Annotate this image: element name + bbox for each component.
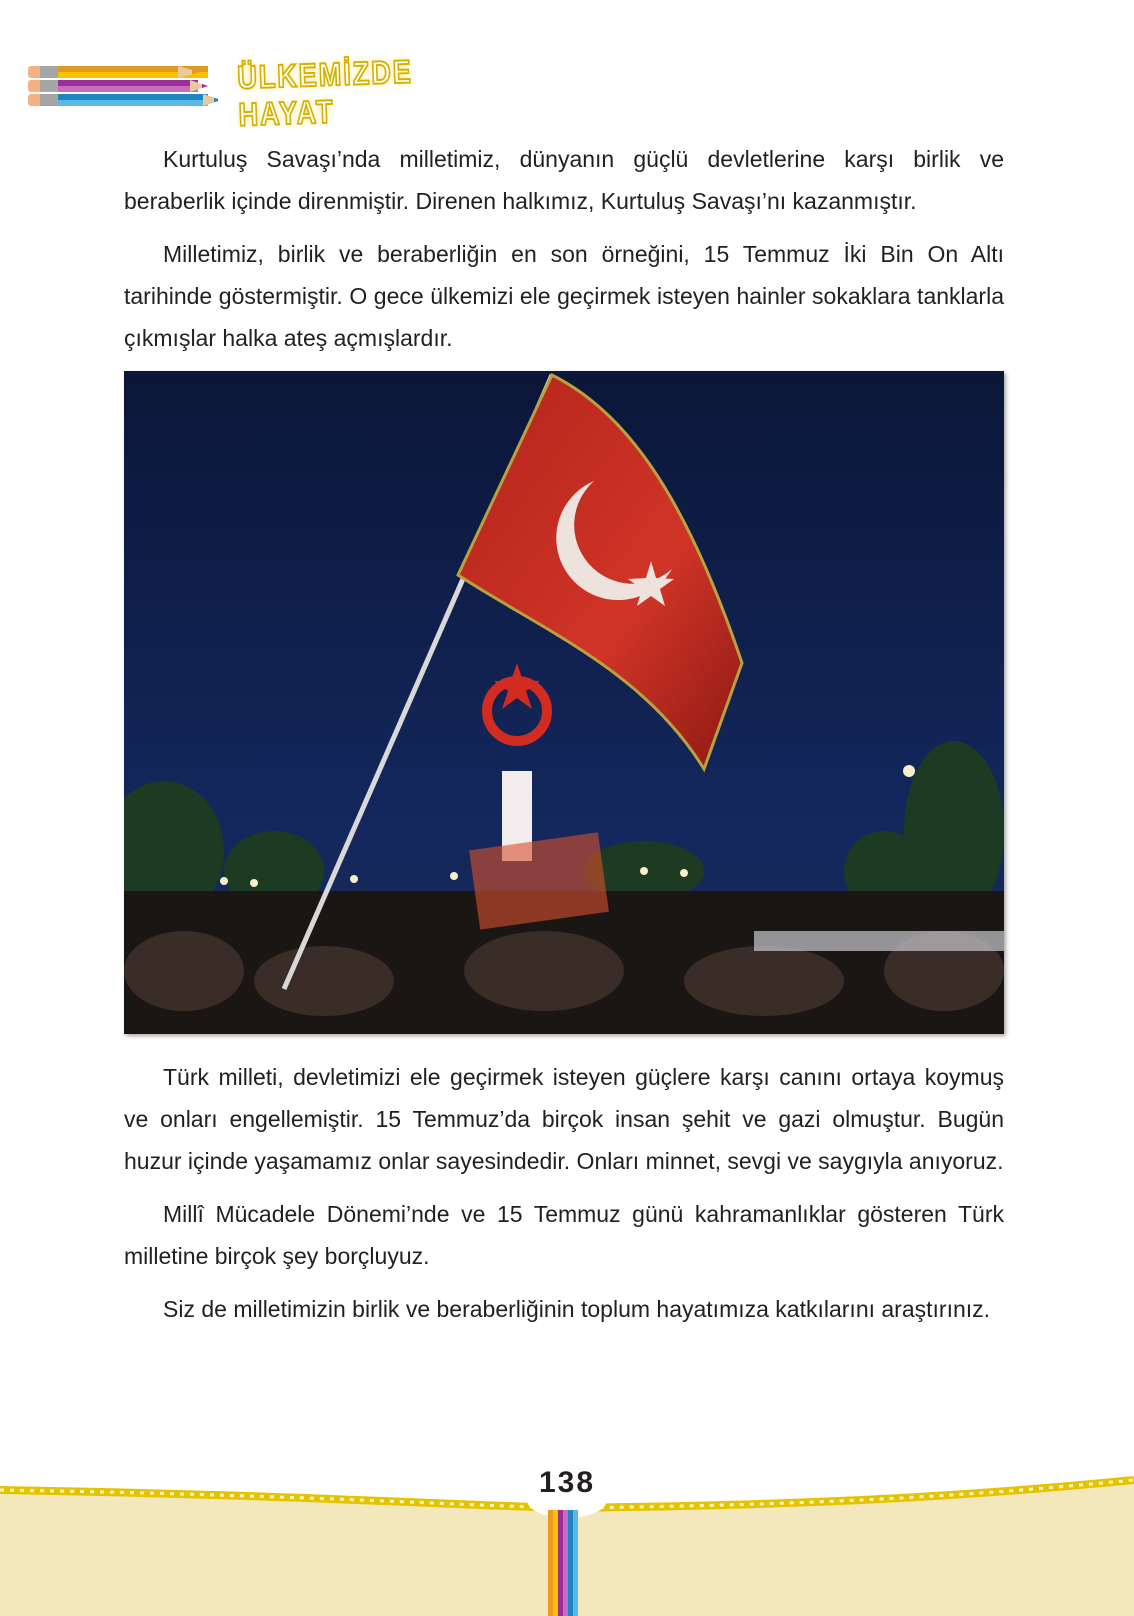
pencils-icon bbox=[28, 66, 218, 110]
july-15-photo bbox=[124, 371, 1004, 1034]
paragraph: Siz de milletimizin birlik ve beraberliğinin toplum hayatımıza katkılarını araştırınız. bbox=[163, 1296, 991, 1322]
body-text bbox=[124, 1056, 1004, 1330]
intro-text bbox=[124, 138, 1004, 359]
paragraph: Milletimiz, birlik ve beraberliğin en son örneğini, 15 Temmuz İki Bin On Altı tarihinde göstermiştir. O gece ülkemizi ele geçirmek isteyen hainler sokaklara tanklarla çıkmışlar halka ateş açmışlardır. bbox=[124, 241, 1004, 351]
paragraph: Kurtuluş Savaşı’nda milletimiz, dünyanın güçlü devletlerine karşı birlik ve beraberlik içinde direnmiştir. Direnen halkımız, Kurtuluş Savaşı’nı kazanmıştır. bbox=[124, 146, 1004, 214]
unit-header bbox=[28, 53, 488, 133]
unit-title: ÜLKEMİZDE HAYAT bbox=[236, 53, 414, 133]
page-number: 138 bbox=[538, 1466, 596, 1499]
page-content bbox=[124, 138, 1004, 1341]
paragraph: Türk milleti, devletimizi ele geçirmek isteyen güçlere karşı canını ortaya koymuş ve onları engellemiştir. 15 Temmuz’da birçok insan şehit ve gazi olmuştur. Bugün huzur içinde yaşamamız onlar sayesindedir. Onları minnet, sevgi ve saygıyla anıyoruz. bbox=[124, 1064, 1004, 1174]
paragraph: Millî Mücadele Dönemi’nde ve 15 Temmuz günü kahramanlıklar gösteren Türk milletine birçok şey borçluyuz. bbox=[124, 1201, 1004, 1269]
